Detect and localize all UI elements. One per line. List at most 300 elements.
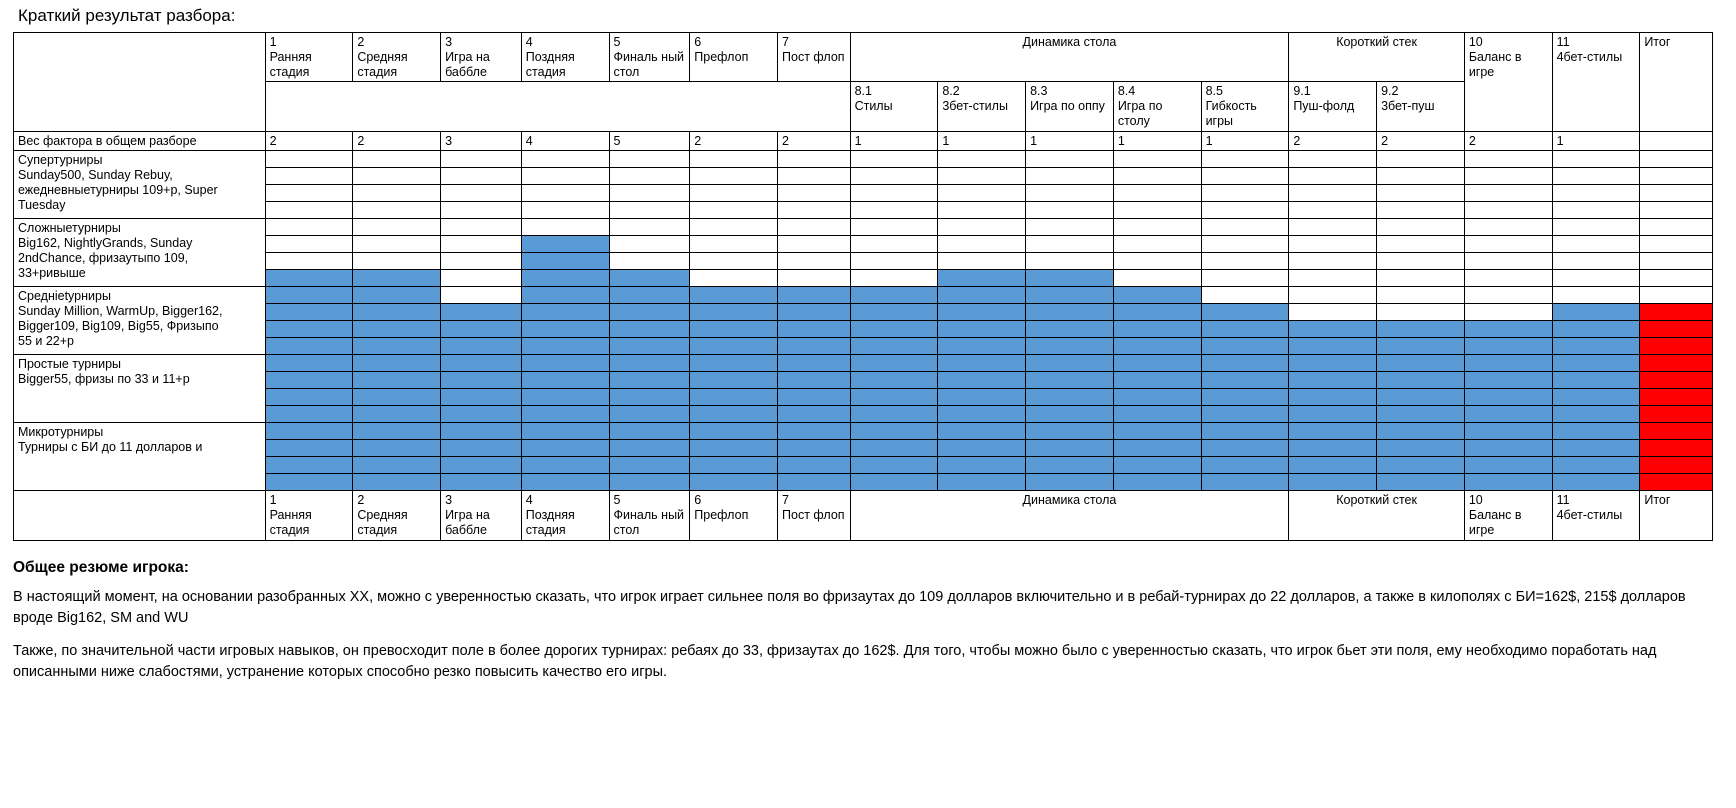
total-bar-cell — [1640, 355, 1713, 372]
group-label-cell — [14, 287, 266, 355]
skill-bar-cell — [609, 406, 690, 423]
table-row — [14, 202, 1713, 219]
skill-empty-cell — [1113, 151, 1201, 168]
skill-bar-cell — [441, 372, 522, 389]
skill-bar-cell — [353, 321, 441, 338]
group-label-line: Sunday500, Sunday Rebuy, — [18, 168, 173, 182]
skill-bar-cell — [265, 406, 353, 423]
skill-empty-cell — [1201, 287, 1289, 304]
skill-empty-cell — [1289, 219, 1377, 236]
skill-bar-cell — [521, 406, 609, 423]
skill-empty-cell — [1640, 253, 1713, 270]
skill-bar-cell — [938, 304, 1026, 321]
skill-empty-cell — [353, 202, 441, 219]
skill-empty-cell — [1552, 219, 1640, 236]
skill-bar-cell — [1289, 457, 1377, 474]
skill-bar-cell — [441, 355, 522, 372]
table-row — [14, 304, 1713, 321]
skill-bar-cell — [1289, 372, 1377, 389]
skill-bar-cell — [1113, 406, 1201, 423]
skill-empty-cell — [690, 270, 778, 287]
skill-bar-cell — [938, 355, 1026, 372]
skill-bar-cell — [1026, 321, 1114, 338]
skill-empty-cell — [1201, 253, 1289, 270]
skill-bar-cell — [521, 423, 609, 440]
skill-empty-cell — [1377, 253, 1465, 270]
skill-empty-cell — [1640, 270, 1713, 287]
skill-empty-cell — [850, 168, 938, 185]
col-header-4: 4 Поздняя стадия — [521, 33, 609, 82]
col-header-8-2: 8.2 3бет-стилы — [938, 82, 1026, 131]
skill-bar-cell — [1289, 321, 1377, 338]
table-row — [14, 372, 1713, 389]
skill-bar-cell — [265, 338, 353, 355]
skill-empty-cell — [441, 253, 522, 270]
document-page — [0, 6, 1736, 808]
skill-bar-cell — [1201, 440, 1289, 457]
skill-bar-cell — [938, 457, 1026, 474]
skill-bar-cell — [1552, 355, 1640, 372]
skill-bar-cell — [1113, 287, 1201, 304]
skill-empty-cell — [353, 219, 441, 236]
skill-bar-cell — [521, 253, 609, 270]
skill-bar-cell — [1113, 304, 1201, 321]
skill-empty-cell — [778, 270, 851, 287]
skill-bar-cell — [521, 338, 609, 355]
col-header-7: 7 Пост флоп — [778, 33, 851, 82]
skill-bar-cell — [1377, 457, 1465, 474]
footer-col-5: 5 Финаль ный стол — [609, 491, 690, 540]
skill-empty-cell — [1377, 202, 1465, 219]
footer-col-1: 1 Ранняя стадия — [265, 491, 353, 540]
skill-bar-cell — [353, 457, 441, 474]
group-label-line: Супертурниры — [18, 153, 103, 168]
skill-bar-cell — [1201, 338, 1289, 355]
skill-bar-cell — [265, 440, 353, 457]
skill-empty-cell — [1640, 219, 1713, 236]
skill-empty-cell — [265, 151, 353, 168]
total-bar-cell — [1640, 372, 1713, 389]
skill-bar-cell — [1026, 389, 1114, 406]
skill-empty-cell — [1201, 168, 1289, 185]
skill-empty-cell — [1377, 236, 1465, 253]
table-row — [14, 270, 1713, 287]
skill-bar-cell — [353, 389, 441, 406]
skill-empty-cell — [353, 151, 441, 168]
skill-bar-cell — [441, 423, 522, 440]
skill-bar-cell — [1289, 440, 1377, 457]
skill-empty-cell — [1289, 287, 1377, 304]
skill-bar-cell — [1201, 423, 1289, 440]
skill-bar-cell — [521, 389, 609, 406]
weight-value: 2 — [1377, 131, 1465, 151]
skill-bar-cell — [353, 474, 441, 491]
page-title: Краткий результат разбора: — [18, 6, 236, 25]
skill-bar-cell — [1201, 355, 1289, 372]
skill-bar-cell — [850, 304, 938, 321]
skill-bar-cell — [521, 457, 609, 474]
skill-bar-cell — [938, 372, 1026, 389]
skill-bar-cell — [1026, 355, 1114, 372]
total-bar-cell — [1640, 457, 1713, 474]
skill-empty-cell — [521, 151, 609, 168]
skill-bar-cell — [521, 236, 609, 253]
skill-empty-cell — [441, 270, 522, 287]
skill-bar-cell — [850, 423, 938, 440]
weight-value: 4 — [521, 131, 609, 151]
skill-bar-cell — [521, 287, 609, 304]
skill-empty-cell — [441, 236, 522, 253]
skill-bar-cell — [778, 457, 851, 474]
skill-empty-cell — [1201, 270, 1289, 287]
group-label-line: Сложныетурниры — [18, 221, 121, 236]
weight-value: 1 — [1026, 131, 1114, 151]
skill-empty-cell — [609, 202, 690, 219]
skill-bar-cell — [265, 304, 353, 321]
skill-bar-cell — [938, 270, 1026, 287]
skill-bar-cell — [778, 287, 851, 304]
skill-bar-cell — [1552, 338, 1640, 355]
weight-row — [14, 131, 1713, 151]
skill-bar-cell — [1464, 372, 1552, 389]
skill-empty-cell — [850, 202, 938, 219]
skill-empty-cell — [1464, 236, 1552, 253]
skill-bar-cell — [1552, 321, 1640, 338]
group-header-row — [14, 33, 1713, 82]
skill-empty-cell — [521, 168, 609, 185]
skill-empty-cell — [353, 185, 441, 202]
skill-bar-cell — [1201, 304, 1289, 321]
skill-empty-cell — [1377, 287, 1465, 304]
skill-empty-cell — [850, 236, 938, 253]
skill-bar-cell — [609, 355, 690, 372]
skill-bar-cell — [850, 440, 938, 457]
group-label-line: 55 и 22+р — [18, 333, 74, 348]
skill-bar-cell — [938, 287, 1026, 304]
footer-header-row — [14, 491, 1713, 540]
skill-empty-cell — [1552, 253, 1640, 270]
weight-value: 2 — [1464, 131, 1552, 151]
skill-empty-cell — [1113, 236, 1201, 253]
skill-bar-cell — [778, 389, 851, 406]
group-label-line: Микротурниры — [18, 425, 104, 440]
footer-group-short-stack: Короткий стек — [1289, 491, 1465, 540]
skill-bar-cell — [1113, 321, 1201, 338]
skill-empty-cell — [1640, 185, 1713, 202]
skill-empty-cell — [1201, 185, 1289, 202]
col-header-total: Итог — [1640, 33, 1713, 132]
skill-bar-cell — [778, 423, 851, 440]
skill-bar-cell — [690, 389, 778, 406]
group-label-line: Простые турниры — [18, 357, 122, 372]
skill-empty-cell — [1289, 236, 1377, 253]
skill-bar-cell — [1377, 355, 1465, 372]
skill-empty-cell — [690, 202, 778, 219]
skill-empty-cell — [938, 151, 1026, 168]
skill-bar-cell — [1289, 474, 1377, 491]
skill-bar-cell — [1113, 338, 1201, 355]
skill-bar-cell — [265, 389, 353, 406]
skill-empty-cell — [690, 151, 778, 168]
skill-bar-cell — [1289, 338, 1377, 355]
skill-empty-cell — [265, 168, 353, 185]
footer-col-2: 2 Средняя стадия — [353, 491, 441, 540]
col-header-1: 1 Ранняя стадия — [265, 33, 353, 82]
skill-bar-cell — [778, 406, 851, 423]
footer-col-11: 11 4бет-стилы — [1552, 491, 1640, 540]
skill-bar-cell — [441, 338, 522, 355]
skill-empty-cell — [778, 236, 851, 253]
group-label-line: Big162, NightlyGrands, Sunday — [18, 236, 193, 250]
skill-bar-cell — [778, 440, 851, 457]
skill-bar-cell — [609, 270, 690, 287]
skill-bar-cell — [938, 321, 1026, 338]
skill-bar-cell — [609, 474, 690, 491]
skill-bar-cell — [690, 372, 778, 389]
skill-bar-cell — [441, 389, 522, 406]
skill-empty-cell — [1552, 168, 1640, 185]
skill-bar-cell — [521, 372, 609, 389]
skill-bar-cell — [265, 474, 353, 491]
skill-bar-cell — [690, 474, 778, 491]
skill-empty-cell — [1113, 202, 1201, 219]
skill-empty-cell — [1377, 219, 1465, 236]
skill-bar-cell — [441, 321, 522, 338]
group-label-line: Sunday Million, WarmUp, Bigger162, — [18, 304, 223, 318]
skill-bar-cell — [1377, 321, 1465, 338]
skill-empty-cell — [609, 236, 690, 253]
skill-empty-cell — [1113, 270, 1201, 287]
total-bar-cell — [1640, 321, 1713, 338]
skill-bar-cell — [1377, 474, 1465, 491]
skill-bar-cell — [265, 457, 353, 474]
skill-bar-cell — [690, 440, 778, 457]
weight-value: 1 — [850, 131, 938, 151]
skill-empty-cell — [1201, 202, 1289, 219]
skill-empty-cell — [1552, 185, 1640, 202]
skill-bar-cell — [1026, 338, 1114, 355]
group-label-cell — [14, 423, 266, 491]
skill-empty-cell — [1377, 168, 1465, 185]
skill-bar-cell — [938, 423, 1026, 440]
skill-bar-cell — [1464, 423, 1552, 440]
col-header-9-2: 9.2 3бет-пуш — [1377, 82, 1465, 131]
skill-empty-cell — [778, 168, 851, 185]
skill-empty-cell — [778, 151, 851, 168]
skill-empty-cell — [265, 253, 353, 270]
skill-bar-cell — [1377, 372, 1465, 389]
col-header-3: 3 Игра на баббле — [441, 33, 522, 82]
skill-bar-cell — [1113, 457, 1201, 474]
skill-bar-cell — [609, 287, 690, 304]
weight-value: 2 — [690, 131, 778, 151]
skill-empty-cell — [1464, 253, 1552, 270]
skill-bar-cell — [265, 355, 353, 372]
skill-empty-cell — [778, 219, 851, 236]
skill-empty-cell — [850, 185, 938, 202]
skill-bar-cell — [1289, 406, 1377, 423]
col-header-9-1: 9.1 Пуш-фолд — [1289, 82, 1377, 131]
skill-bar-cell — [353, 423, 441, 440]
skill-bar-cell — [1201, 389, 1289, 406]
skill-bar-cell — [353, 372, 441, 389]
skill-bar-cell — [850, 321, 938, 338]
skill-empty-cell — [1026, 236, 1114, 253]
total-bar-cell — [1640, 338, 1713, 355]
table-row — [14, 423, 1713, 440]
skill-empty-cell — [609, 185, 690, 202]
skill-empty-cell — [1026, 151, 1114, 168]
skill-bar-cell — [521, 474, 609, 491]
skill-bar-cell — [1464, 440, 1552, 457]
weight-value: 2 — [265, 131, 353, 151]
skill-bar-cell — [1464, 389, 1552, 406]
footer-group-table-dynamics: Динамика стола — [850, 491, 1289, 540]
skill-empty-cell — [1464, 219, 1552, 236]
group-label-line: 2ndChance, фризаутыпо 109, — [18, 250, 189, 265]
skill-bar-cell — [1552, 304, 1640, 321]
skill-bar-cell — [690, 457, 778, 474]
skill-empty-cell — [1289, 270, 1377, 287]
skill-bar-cell — [690, 423, 778, 440]
weight-value: 1 — [1201, 131, 1289, 151]
skill-bar-cell — [441, 406, 522, 423]
skill-bar-cell — [1552, 423, 1640, 440]
skill-empty-cell — [1289, 253, 1377, 270]
table-row — [14, 338, 1713, 355]
skill-bar-cell — [1201, 372, 1289, 389]
skill-empty-cell — [1289, 168, 1377, 185]
analysis-grid — [13, 32, 1713, 491]
skill-bar-cell — [265, 423, 353, 440]
skill-bar-cell — [1289, 355, 1377, 372]
skill-empty-cell — [1464, 202, 1552, 219]
grid-body — [14, 33, 1713, 151]
skill-empty-cell — [1289, 151, 1377, 168]
skill-empty-cell — [1113, 185, 1201, 202]
skill-bar-cell — [1377, 440, 1465, 457]
skill-bar-cell — [1377, 338, 1465, 355]
skill-bar-cell — [265, 321, 353, 338]
skill-empty-cell — [521, 219, 609, 236]
skill-empty-cell — [1201, 151, 1289, 168]
skill-bar-cell — [690, 321, 778, 338]
col-header-8-4: 8.4 Игра по столу — [1113, 82, 1201, 131]
table-row — [14, 440, 1713, 457]
skill-empty-cell — [1377, 151, 1465, 168]
group-label-line: 33+ривыше — [18, 265, 86, 280]
col-header-8-5: 8.5 Гибкость игры — [1201, 82, 1289, 131]
skill-empty-cell — [521, 202, 609, 219]
skill-empty-cell — [1552, 202, 1640, 219]
skill-bar-cell — [609, 372, 690, 389]
skill-bar-cell — [609, 440, 690, 457]
skill-empty-cell — [265, 219, 353, 236]
skill-bar-cell — [265, 287, 353, 304]
skill-bar-cell — [1552, 457, 1640, 474]
skill-bar-cell — [1377, 423, 1465, 440]
weight-value: 5 — [609, 131, 690, 151]
skill-bar-cell — [778, 338, 851, 355]
skill-empty-cell — [850, 219, 938, 236]
skill-bar-cell — [850, 406, 938, 423]
skill-bar-cell — [1289, 389, 1377, 406]
footer-header-grid — [13, 490, 1713, 540]
weight-value: 1 — [1552, 131, 1640, 151]
skill-bar-cell — [1026, 270, 1114, 287]
skill-bar-cell — [690, 355, 778, 372]
corner-cell — [14, 33, 266, 132]
skill-empty-cell — [938, 185, 1026, 202]
group-label-line: Турниры с БИ до 11 долларов и — [18, 440, 203, 454]
col-header-6: 6 Префлоп — [690, 33, 778, 82]
skill-bar-cell — [1552, 389, 1640, 406]
skill-empty-cell — [1026, 253, 1114, 270]
group-label-cell — [14, 355, 266, 423]
footer-col-7: 7 Пост флоп — [778, 491, 851, 540]
group-label-line: Bigger55, фризы по 33 и 11+р — [18, 372, 190, 386]
skill-bar-cell — [441, 440, 522, 457]
skill-bar-cell — [353, 270, 441, 287]
skill-bar-cell — [1026, 474, 1114, 491]
skill-empty-cell — [609, 151, 690, 168]
skill-empty-cell — [265, 202, 353, 219]
table-row — [14, 406, 1713, 423]
skill-empty-cell — [441, 219, 522, 236]
skill-bar-cell — [778, 321, 851, 338]
skill-empty-cell — [1113, 168, 1201, 185]
total-bar-cell — [1640, 406, 1713, 423]
skill-empty-cell — [1464, 304, 1552, 321]
weight-value: 2 — [353, 131, 441, 151]
weight-value: 2 — [1289, 131, 1377, 151]
skill-bar-cell — [1026, 372, 1114, 389]
weight-value: 3 — [441, 131, 522, 151]
skill-empty-cell — [1464, 287, 1552, 304]
skill-empty-cell — [690, 185, 778, 202]
skill-bar-cell — [1113, 355, 1201, 372]
summary-paragraph-2: Также, по значительной части игровых навыков, он превосходит поле в более дорогих турнирах: ребаях до 33, фризаутах до 162$. Для того, чтобы можно было с уверенностью сказать, что игрок бьет эти поля, ему необходимо поработать над описанными ниже слабостями, устранение которых способно резко повысить качество его игры. — [13, 642, 1657, 680]
skill-bar-cell — [1552, 372, 1640, 389]
skill-bar-cell — [850, 389, 938, 406]
group-label-cell — [14, 151, 266, 219]
skill-bar-cell — [1464, 355, 1552, 372]
skill-empty-cell — [690, 168, 778, 185]
skill-empty-cell — [778, 202, 851, 219]
table-row — [14, 457, 1713, 474]
skill-empty-cell — [1113, 219, 1201, 236]
skill-empty-cell — [850, 151, 938, 168]
skill-empty-cell — [1026, 185, 1114, 202]
skill-bar-cell — [850, 338, 938, 355]
summary-paragraph-1: В настоящий момент, на основании разобранных ХХ, можно с уверенностью сказать, что игрок играет сильнее поля во фризаутах до 109 долларов включительно и в ребай-турнирах до 22 долларов, а также в килополях с БИ=162$, 215$ долларов вроде Big162, SM and WU — [13, 588, 1686, 626]
skill-empty-cell — [1026, 168, 1114, 185]
skill-empty-cell — [441, 287, 522, 304]
skill-empty-cell — [938, 253, 1026, 270]
footer-col-6: 6 Префлоп — [690, 491, 778, 540]
footer-col-total: Итог — [1640, 491, 1713, 540]
skill-bar-cell — [938, 440, 1026, 457]
skill-bar-cell — [1201, 321, 1289, 338]
skill-bar-cell — [938, 338, 1026, 355]
skill-empty-cell — [1113, 253, 1201, 270]
skill-bar-cell — [1464, 406, 1552, 423]
skill-empty-cell — [778, 253, 851, 270]
skill-bar-cell — [609, 423, 690, 440]
table-row — [14, 185, 1713, 202]
col-header-2: 2 Средняя стадия — [353, 33, 441, 82]
skill-empty-cell — [1289, 202, 1377, 219]
